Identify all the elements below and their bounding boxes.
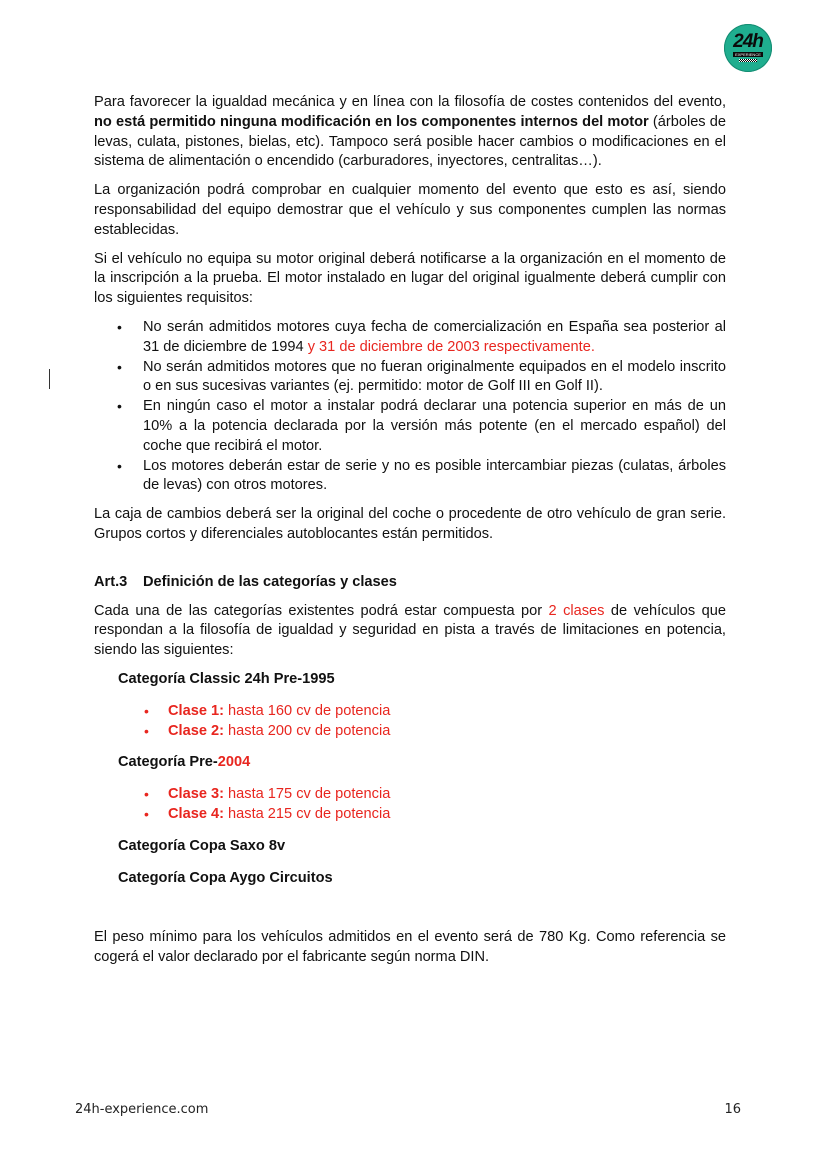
bold-text-run: no está permitido ninguna modificación en los componentes internos del motor <box>94 113 649 130</box>
document-body <box>94 93 726 977</box>
list-item <box>94 702 726 722</box>
bullet-icon: • <box>117 398 122 415</box>
footer-website: 24h-experience.com <box>75 1102 209 1117</box>
class-text: hasta 175 cv de potencia <box>223 786 391 803</box>
list-item <box>94 722 726 742</box>
class-label: Clase 2: <box>168 722 224 739</box>
footer-page-number: 16 <box>724 1102 741 1117</box>
paragraph-gearbox: La caja de cambios deberá ser la original del coche o procedente de otro vehículo de gran serie. Grupos cortos y diferenciales autoblocantes están permitidos. <box>94 506 726 542</box>
text-run: No serán admitidos motores que no fueran originalmente equipados en el modelo inscrito o en sus sucesivas variantes (ej. permitido: motor de Golf III en Golf II). <box>143 358 726 395</box>
class-list <box>94 702 726 742</box>
bullet-icon: • <box>144 702 149 719</box>
paragraph-engine-swap: Si el vehículo no equipa su motor original deberá notificarse a la organización en el momento de la inscripción a la prueba. El motor instalado en lugar del original igualmente deberá cumplir con los siguientes requisitos: <box>94 250 726 307</box>
category-heading: Categoría Classic 24h Pre-1995 <box>118 670 335 687</box>
class-label: Clase 3: <box>168 786 224 803</box>
paragraph-verification: La organización podrá comprobar en cualquier momento del evento que esto es así, siendo responsabilidad del equipo demostrar que el vehículo y sus componentes cumplen las normas establecidas. <box>94 182 726 238</box>
logo-subtext: EXPERIENCE <box>735 51 761 57</box>
category-heading <box>118 753 726 773</box>
bullet-icon: • <box>117 358 122 375</box>
category-heading: Categoría Copa Saxo 8v <box>118 837 286 854</box>
paragraph-classes-intro <box>94 602 726 661</box>
section-number: Art.3 <box>94 573 128 590</box>
section-heading-art3 <box>94 573 726 593</box>
text-run: Para favorecer la igualdad mecánica y en línea con la filosofía de costes contenidos del evento, <box>94 94 726 110</box>
list-item <box>94 805 726 825</box>
paragraph-min-weight: El peso mínimo para los vehículos admitidos en el evento será de 780 Kg. Como referencia se cogerá el valor declarado por el fabricante según norma DIN. <box>94 929 726 966</box>
requirements-list <box>94 318 726 496</box>
class-text: hasta 200 cv de potencia <box>223 722 391 739</box>
bullet-icon: • <box>144 722 149 739</box>
brand-logo <box>724 24 772 72</box>
highlighted-text-run: 2004 <box>217 754 251 771</box>
highlighted-text-run: 2 clases <box>548 602 605 619</box>
list-item <box>94 397 726 456</box>
text-run: Categoría Pre- <box>118 754 218 771</box>
paragraph-engine-rules <box>94 93 726 172</box>
list-item <box>94 358 726 398</box>
bullet-icon: • <box>144 786 149 803</box>
text-run: (árboles de levas, culata, pistones, bielas, etc). Tampoco será posible hacer cambios o modificaciones en el sistema de alimentación o encendido (carburadores, inyectores, centralitas…). <box>94 113 726 170</box>
section-title: Definición de las categorías y clases <box>143 573 397 590</box>
class-list <box>94 785 726 825</box>
text-run: En ningún caso el motor a instalar podrá declarar una potencia superior en más de un 10% a la potencia declarada por la versión más potente (en el mercado español) del coche que recibirá el motor. <box>143 398 726 454</box>
category-heading: Categoría Copa Aygo Circuitos <box>118 869 333 886</box>
revision-change-bar <box>49 369 50 389</box>
bullet-icon: • <box>117 457 122 474</box>
text-run: de vehículos que respondan a la filosofía de igualdad y seguridad en pista a través de limitaciones en potencia, siendo las siguientes: <box>94 602 726 659</box>
text-run: No serán admitidos motores cuya fecha de comercialización en España sea posterior al 31 de diciembre de 1994 <box>143 318 726 355</box>
class-label: Clase 4: <box>168 805 224 822</box>
text-run: Los motores deberán estar de serie y no es posible intercambiar piezas (culatas, árboles de levas) con otros motores. <box>143 457 726 494</box>
list-item <box>94 318 726 358</box>
checkered-flag-icon <box>739 59 757 62</box>
logo-text: 24h <box>733 30 763 52</box>
class-label: Clase 1: <box>168 702 224 719</box>
class-text: hasta 215 cv de potencia <box>223 805 391 822</box>
list-item <box>94 457 726 497</box>
bullet-icon: • <box>117 318 122 335</box>
bullet-icon: • <box>144 805 149 822</box>
highlighted-text-run: y 31 de diciembre de 2003 respectivamente. <box>307 338 595 355</box>
class-text: hasta 160 cv de potencia <box>223 702 391 719</box>
list-item <box>94 785 726 805</box>
text-run: Cada una de las categorías existentes podrá estar compuesta por <box>94 602 549 619</box>
